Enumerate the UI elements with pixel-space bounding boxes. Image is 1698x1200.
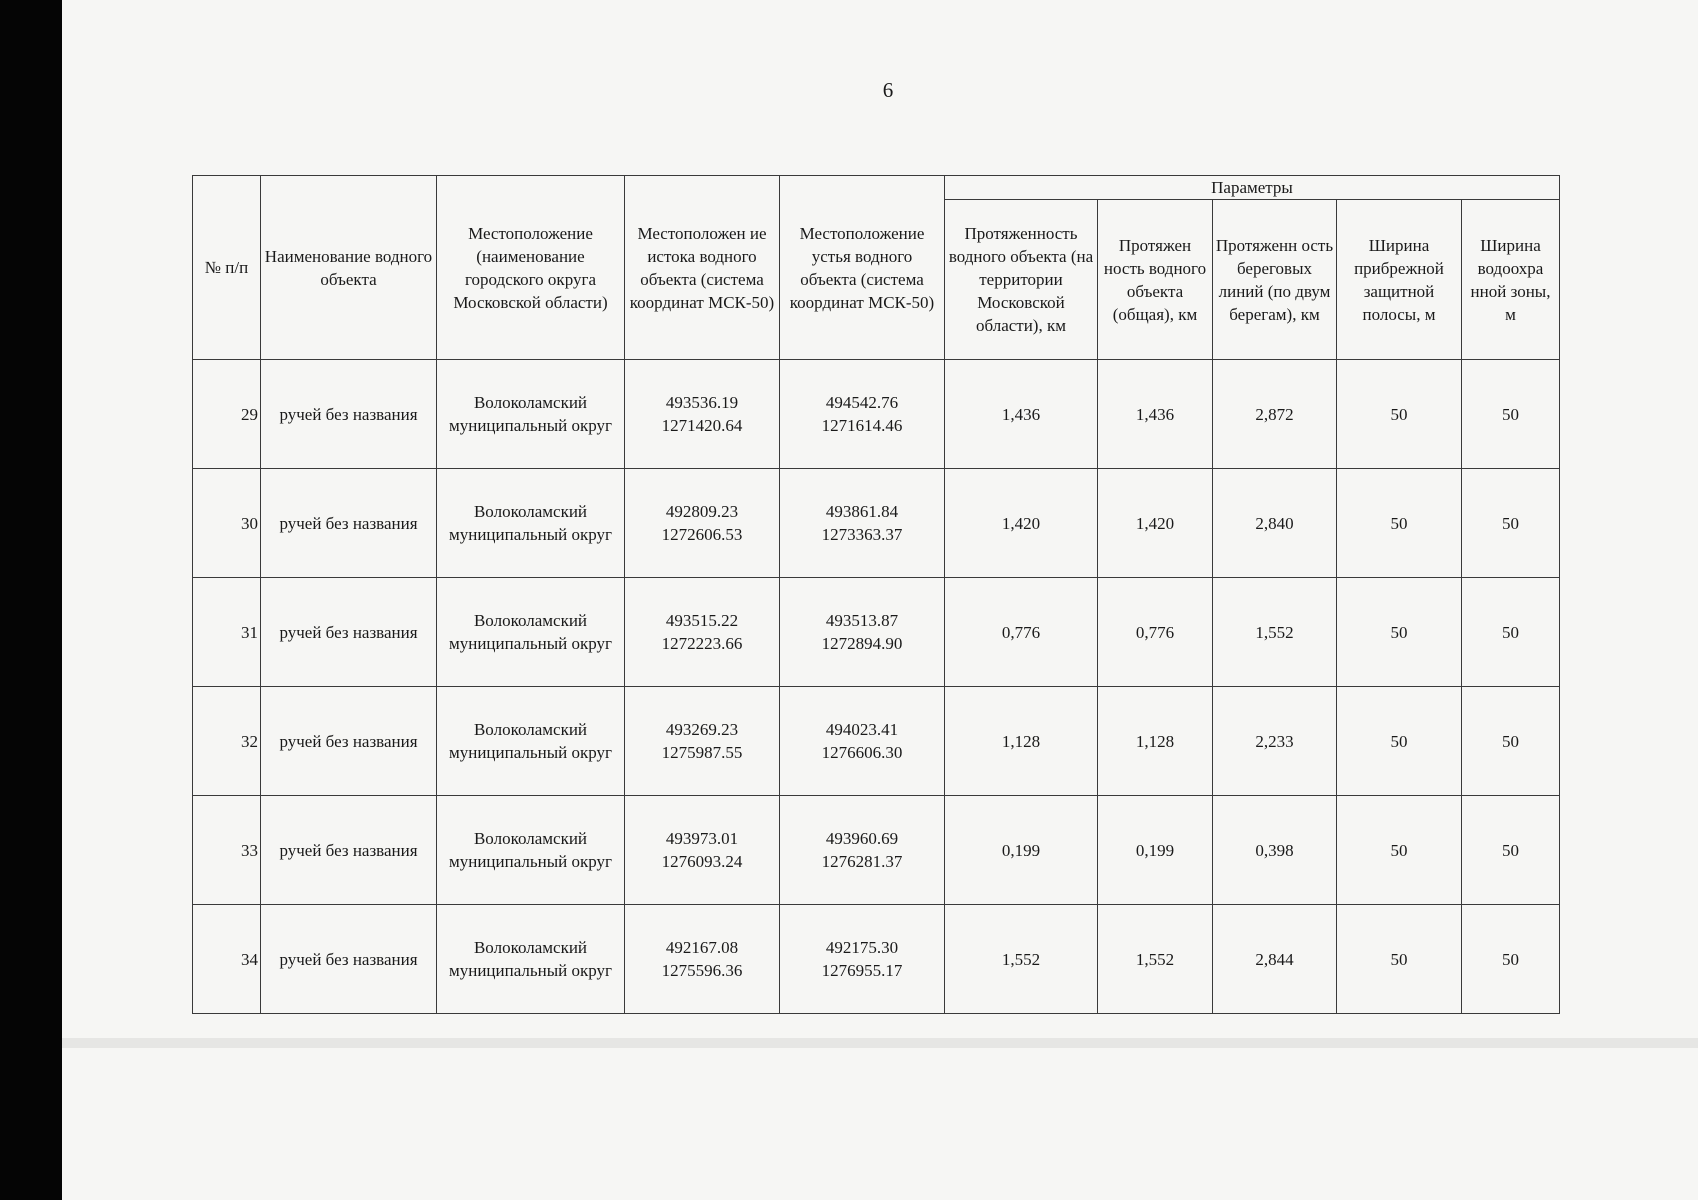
- row-len-banks: 2,233: [1213, 687, 1337, 796]
- mouth-x: 493861.84: [825, 502, 899, 521]
- row-location: Волоколамский муниципальный округ: [437, 687, 625, 796]
- row-source: [625, 687, 780, 796]
- table-row: [193, 796, 1560, 905]
- mouth-y: 1273363.37: [821, 525, 903, 544]
- source-y: 1272223.66: [661, 634, 743, 653]
- header-mouth: Местоположение устья водного объекта (система координат МСК-50): [780, 176, 945, 360]
- source-y: 1272606.53: [661, 525, 743, 544]
- mouth-x: 493513.87: [825, 611, 899, 630]
- source-y: 1275596.36: [661, 961, 743, 980]
- source-x: 493973.01: [665, 829, 739, 848]
- row-num: 34: [193, 905, 261, 1014]
- header-width-coastal: Ширина прибрежной защитной полосы, м: [1337, 200, 1462, 360]
- row-len-banks: 2,844: [1213, 905, 1337, 1014]
- mouth-y: 1271614.46: [821, 416, 903, 435]
- row-num: 33: [193, 796, 261, 905]
- row-width-water: 50: [1462, 905, 1560, 1014]
- header-name: Наименование водного объекта: [261, 176, 437, 360]
- row-len-moscow: 1,420: [945, 469, 1098, 578]
- row-mouth: [780, 360, 945, 469]
- table-row: [193, 905, 1560, 1014]
- row-width-coastal: 50: [1337, 578, 1462, 687]
- row-num: 30: [193, 469, 261, 578]
- row-len-total: 0,199: [1098, 796, 1213, 905]
- row-location: Волоколамский муниципальный округ: [437, 469, 625, 578]
- header-location: Местоположение (наименование городского округа Московской области): [437, 176, 625, 360]
- header-params: Параметры: [945, 176, 1560, 200]
- row-source: [625, 469, 780, 578]
- mouth-y: 1272894.90: [821, 634, 903, 653]
- page-fold-band: [62, 1038, 1698, 1048]
- row-mouth: [780, 687, 945, 796]
- header-len-moscow: Протяженность водного объекта (на территории Московской области), км: [945, 200, 1098, 360]
- row-num: 31: [193, 578, 261, 687]
- row-name: ручей без названия: [261, 905, 437, 1014]
- row-width-coastal: 50: [1337, 687, 1462, 796]
- header-source: Местоположен ие истока водного объекта (система координат МСК-50): [625, 176, 780, 360]
- page-number: 6: [882, 78, 894, 102]
- row-len-moscow: 1,436: [945, 360, 1098, 469]
- header-width-water: Ширина водоохра нной зоны, м: [1462, 200, 1560, 360]
- row-name: ручей без названия: [261, 578, 437, 687]
- mouth-x: 492175.30: [825, 938, 899, 957]
- mouth-y: 1276281.37: [821, 852, 903, 871]
- row-width-coastal: 50: [1337, 796, 1462, 905]
- table-header: [193, 176, 1560, 360]
- row-num: 32: [193, 687, 261, 796]
- row-name: ручей без названия: [261, 469, 437, 578]
- source-x: 493269.23: [665, 720, 739, 739]
- table-row: [193, 687, 1560, 796]
- row-mouth: [780, 578, 945, 687]
- source-x: 492809.23: [665, 502, 739, 521]
- row-name: ручей без названия: [261, 360, 437, 469]
- row-mouth: [780, 905, 945, 1014]
- source-x: 492167.08: [665, 938, 739, 957]
- row-width-water: 50: [1462, 469, 1560, 578]
- mouth-x: 494542.76: [825, 393, 899, 412]
- source-y: 1275987.55: [661, 743, 743, 762]
- row-name: ручей без названия: [261, 796, 437, 905]
- row-width-coastal: 50: [1337, 469, 1462, 578]
- row-len-banks: 1,552: [1213, 578, 1337, 687]
- header-len-banks: Протяженн ость береговых линий (по двум берегам), км: [1213, 200, 1337, 360]
- row-source: [625, 578, 780, 687]
- source-x: 493515.22: [665, 611, 739, 630]
- source-y: 1271420.64: [661, 416, 743, 435]
- row-num: 29: [193, 360, 261, 469]
- header-num: № п/п: [193, 176, 261, 360]
- row-location: Волоколамский муниципальный округ: [437, 360, 625, 469]
- row-len-total: 1,436: [1098, 360, 1213, 469]
- row-source: [625, 905, 780, 1014]
- row-width-water: 50: [1462, 578, 1560, 687]
- row-width-water: 50: [1462, 360, 1560, 469]
- table-body: [193, 360, 1560, 1014]
- row-name: ручей без названия: [261, 687, 437, 796]
- row-width-water: 50: [1462, 796, 1560, 905]
- table-row: [193, 360, 1560, 469]
- row-len-banks: 0,398: [1213, 796, 1337, 905]
- row-source: [625, 360, 780, 469]
- table-row: [193, 469, 1560, 578]
- row-len-moscow: 1,128: [945, 687, 1098, 796]
- row-width-coastal: 50: [1337, 905, 1462, 1014]
- source-y: 1276093.24: [661, 852, 743, 871]
- row-source: [625, 796, 780, 905]
- row-len-total: 1,552: [1098, 905, 1213, 1014]
- mouth-y: 1276606.30: [821, 743, 903, 762]
- table-row: [193, 578, 1560, 687]
- row-len-banks: 2,872: [1213, 360, 1337, 469]
- scan-edge: [0, 0, 62, 1200]
- row-width-coastal: 50: [1337, 360, 1462, 469]
- row-len-total: 1,128: [1098, 687, 1213, 796]
- header-len-total: Протяжен ность водного объекта (общая), км: [1098, 200, 1213, 360]
- mouth-y: 1276955.17: [821, 961, 903, 980]
- row-mouth: [780, 796, 945, 905]
- row-location: Волоколамский муниципальный округ: [437, 796, 625, 905]
- row-location: Волоколамский муниципальный округ: [437, 578, 625, 687]
- water-objects-table: [192, 175, 1560, 1014]
- row-len-moscow: 1,552: [945, 905, 1098, 1014]
- mouth-x: 494023.41: [825, 720, 899, 739]
- source-x: 493536.19: [665, 393, 739, 412]
- row-len-total: 1,420: [1098, 469, 1213, 578]
- row-len-moscow: 0,776: [945, 578, 1098, 687]
- row-len-total: 0,776: [1098, 578, 1213, 687]
- mouth-x: 493960.69: [825, 829, 899, 848]
- row-width-water: 50: [1462, 687, 1560, 796]
- row-len-moscow: 0,199: [945, 796, 1098, 905]
- row-mouth: [780, 469, 945, 578]
- row-len-banks: 2,840: [1213, 469, 1337, 578]
- row-location: Волоколамский муниципальный округ: [437, 905, 625, 1014]
